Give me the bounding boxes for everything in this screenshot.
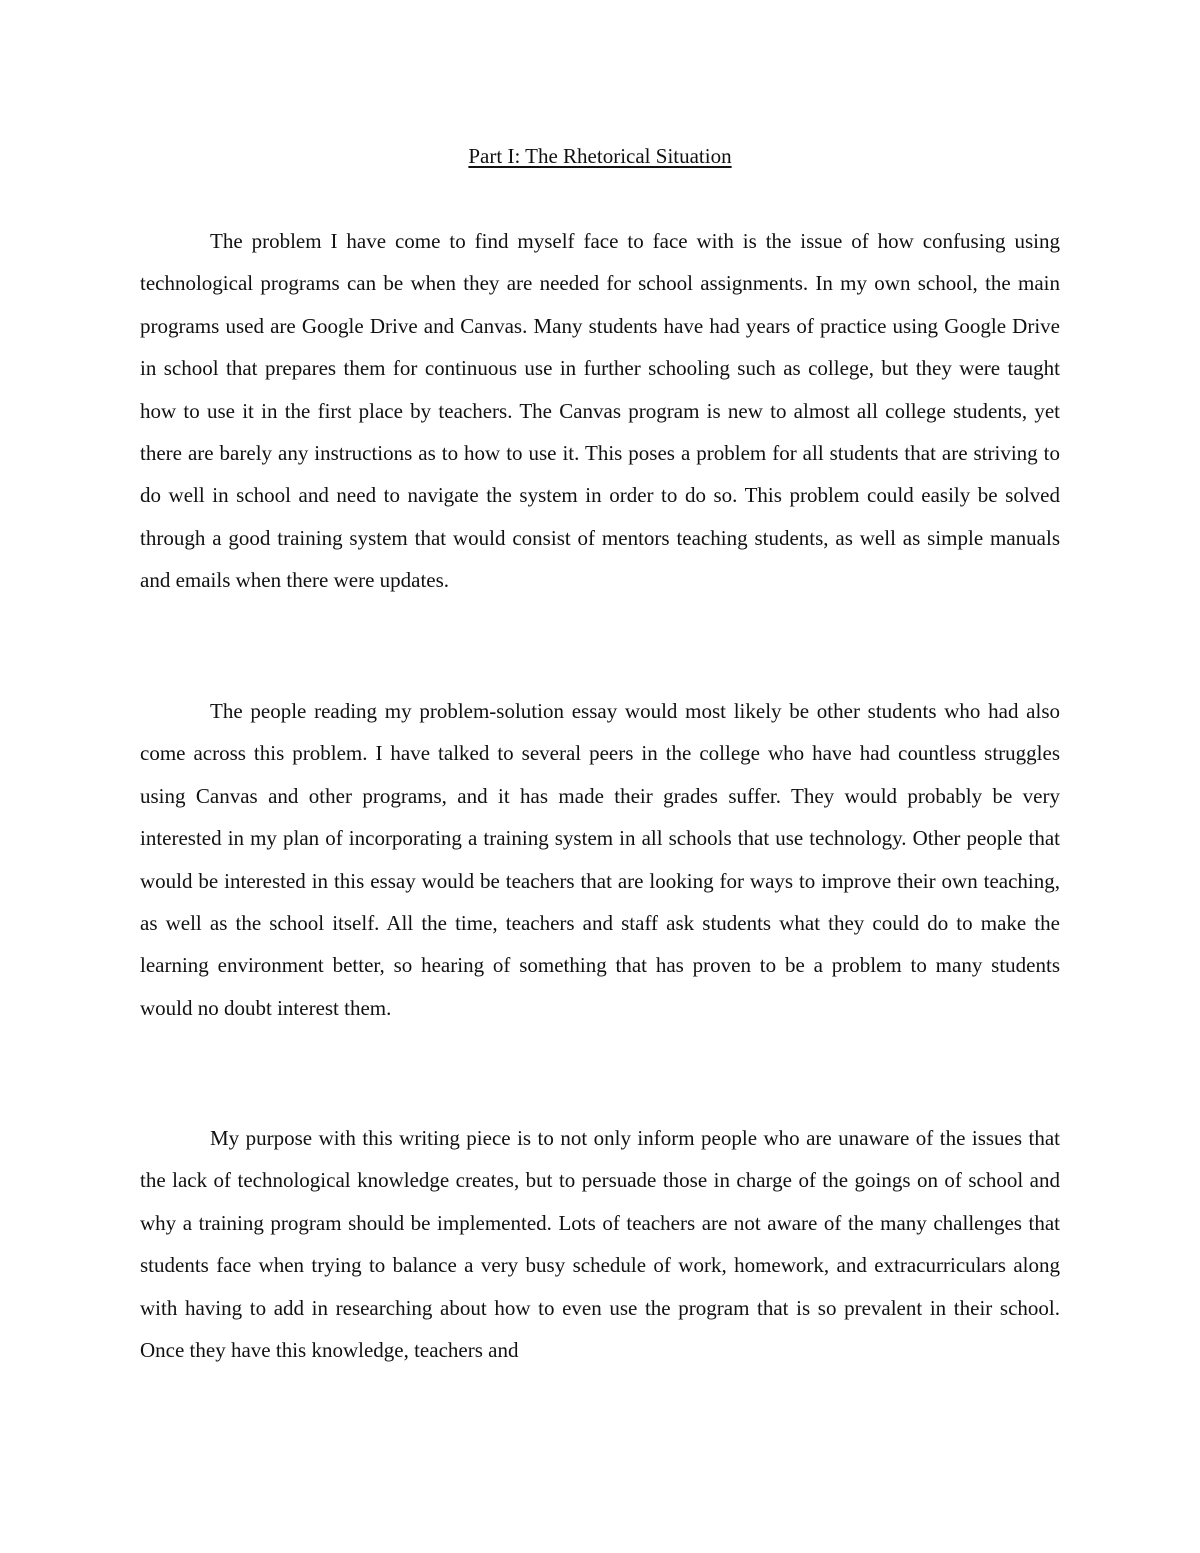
page-title: Part I: The Rhetorical Situation: [468, 144, 732, 168]
paragraph-problem: The problem I have come to find myself face to face with is the issue of how confusing using technological programs can be when they are needed for school assignments. In my own school, the main programs used are Google Drive and Canvas. Many students have had years of practice using Google Drive in school that prepares them for continuous use in further schooling such as college, but they were taught how to use it in the first place by teachers. The Canvas program is new to almost all college students, yet there are barely any instructions as to how to use it. This poses a problem for all students that are striving to do well in school and need to navigate the system in order to do so. This problem could easily be solved through a good training system that would consist of mentors teaching students, as well as simple manuals and emails when there were updates.: [140, 229, 1060, 593]
paragraph-purpose: My purpose with this writing piece is to not only inform people who are unaware of the issues that the lack of technological knowledge creates, but to persuade those in charge of the goings on of school and why a training program should be implemented. Lots of teachers are not aware of the many challenges that students face when trying to balance a very busy schedule of work, homework, and extracurriculars along with having to add in researching about how to even use the program that is so prevalent in their school. Once they have this knowledge, teachers and: [140, 1126, 1060, 1363]
paragraph-audience: The people reading my problem-solution essay would most likely be other students who had also come across this problem. I have talked to several peers in the college who have had countless struggles using Canvas and other programs, and it has made their grades suffer. They would probably be very interested in my plan of incorporating a training system in all schools that use technology. Other people that would be interested in this essay would be teachers that are looking for ways to improve their own teaching, as well as the school itself. All the time, teachers and staff ask students what they could do to make the learning environment better, so hearing of something that has proven to be a problem to many students would no doubt interest them.: [140, 699, 1060, 1020]
